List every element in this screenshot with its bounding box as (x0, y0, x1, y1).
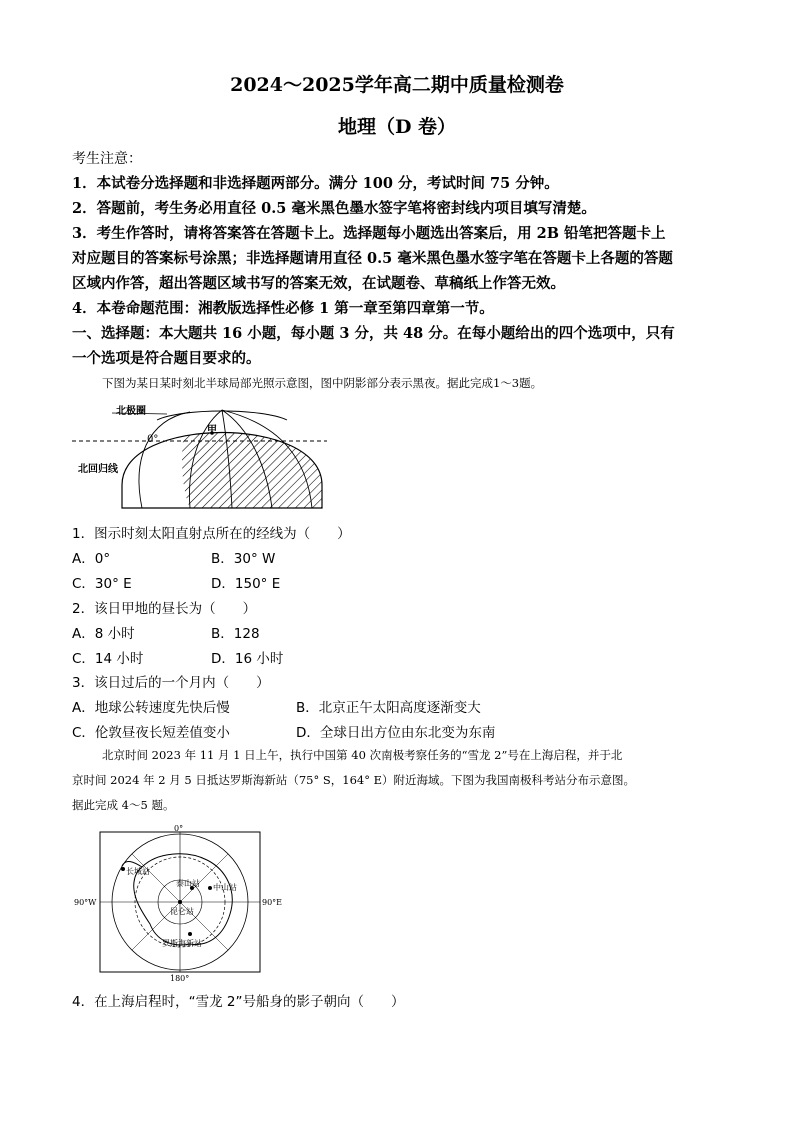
question-2-option-c[interactable]: C．14 小时 (72, 651, 144, 667)
figure2-intro-line2: 京时间 2024 年 2 月 5 日抵达罗斯海新站（75° S，164° E）附近海域。下图为我国南极科考站分布示意图。 (72, 773, 635, 787)
section-heading-cont: 一个选项是符合题目要求的。 (72, 350, 261, 367)
zhongshan-station-label: 中山站 (213, 883, 237, 892)
question-2-option-d[interactable]: D．16 小时 (211, 651, 284, 667)
notice-item: 对应题目的答案标号涂黑；非选择题请用直径 0.5 毫米黑色墨水签字笔在答题卡上各题的答题 (72, 250, 673, 267)
figure2-intro-line1: 北京时间 2023 年 11 月 1 日上午，执行中国第 40 次南极考察任务的“雪龙 2”号在上海启程，并于北 (102, 748, 623, 762)
question-3-stem: 3．该日过后的一个月内（ ） (72, 675, 270, 691)
notice-item: 2．答题前，考生务必用直径 0.5 毫米黑色墨水签字笔将密封线内项目填写清楚。 (72, 200, 596, 217)
question-3-option-c[interactable]: C．伦敦昼夜长短差值变小 (72, 725, 230, 741)
section-heading: 一、选择题：本大题共 16 小题，每小题 3 分，共 48 分。在每小题给出的四个选项中，只有 (72, 325, 675, 342)
question-1-option-b[interactable]: B．30° W (211, 551, 276, 567)
illumination-diagram (72, 400, 342, 515)
kunlun-station-label: 昆仑站 (170, 907, 194, 916)
meridian-90w-label: 90°W (74, 898, 97, 907)
question-3-option-b[interactable]: B．北京正午太阳高度逐渐变大 (296, 700, 481, 716)
antarctic-stations-map (72, 822, 282, 982)
question-1-stem: 1．图示时刻太阳直射点所在的经线为（ ） (72, 526, 351, 542)
figure2-intro-line3: 据此完成 4～5 题。 (72, 798, 175, 812)
notice-heading: 考生注意： (72, 151, 142, 167)
question-2-stem: 2．该日甲地的昼长为（ ） (72, 601, 257, 617)
question-2-option-a[interactable]: A．8 小时 (72, 626, 135, 642)
luosihai-station-label: 罗斯海新站 (162, 939, 202, 948)
taishan-station-label: 泰山站 (176, 879, 200, 888)
question-1-option-c[interactable]: C．30° E (72, 576, 132, 592)
zero-meridian-label: 0° (147, 434, 159, 445)
arctic-circle-label: 北极圈 (116, 406, 146, 417)
meridian-90e-label: 90°E (262, 898, 282, 907)
meridian-0-label: 0° (174, 824, 184, 833)
meridian-180-label: 180° (170, 974, 190, 982)
notice-item: 区域内作答，超出答题区域书写的答案无效，在试题卷、草稿纸上作答无效。 (72, 275, 565, 292)
question-2-option-b[interactable]: B．128 (211, 626, 260, 642)
notice-item: 4．本卷命题范围：湘教版选择性必修 1 第一章至第四章第一节。 (72, 300, 494, 317)
question-1-option-a[interactable]: A．0° (72, 551, 111, 567)
notice-item: 1．本试卷分选择题和非选择题两部分。满分 100 分，考试时间 75 分钟。 (72, 175, 559, 192)
exam-title: 2024～2025学年高二期中质量检测卷 (230, 74, 564, 96)
question-3-option-d[interactable]: D．全球日出方位由东北变为东南 (296, 725, 496, 741)
exam-subtitle: 地理（D 卷） (337, 116, 457, 138)
question-3-option-a[interactable]: A．地球公转速度先快后慢 (72, 700, 230, 716)
notice-item: 3．考生作答时，请将答案答在答题卡上。选择题每小题选出答案后，用 2B 铅笔把答题卡上 (72, 225, 666, 242)
figure1-intro: 下图为某日某时刻北半球局部光照示意图，图中阴影部分表示黑夜。据此完成1～3题。 (102, 376, 543, 390)
tropic-of-cancer-label: 北回归线 (78, 464, 118, 475)
point-jia-label: 甲 (207, 425, 217, 436)
question-4-stem: 4．在上海启程时，“雪龙 2”号船身的影子朝向（ ） (72, 994, 405, 1010)
question-1-option-d[interactable]: D．150° E (211, 576, 281, 592)
changcheng-station-label: 长城站 (126, 867, 150, 876)
